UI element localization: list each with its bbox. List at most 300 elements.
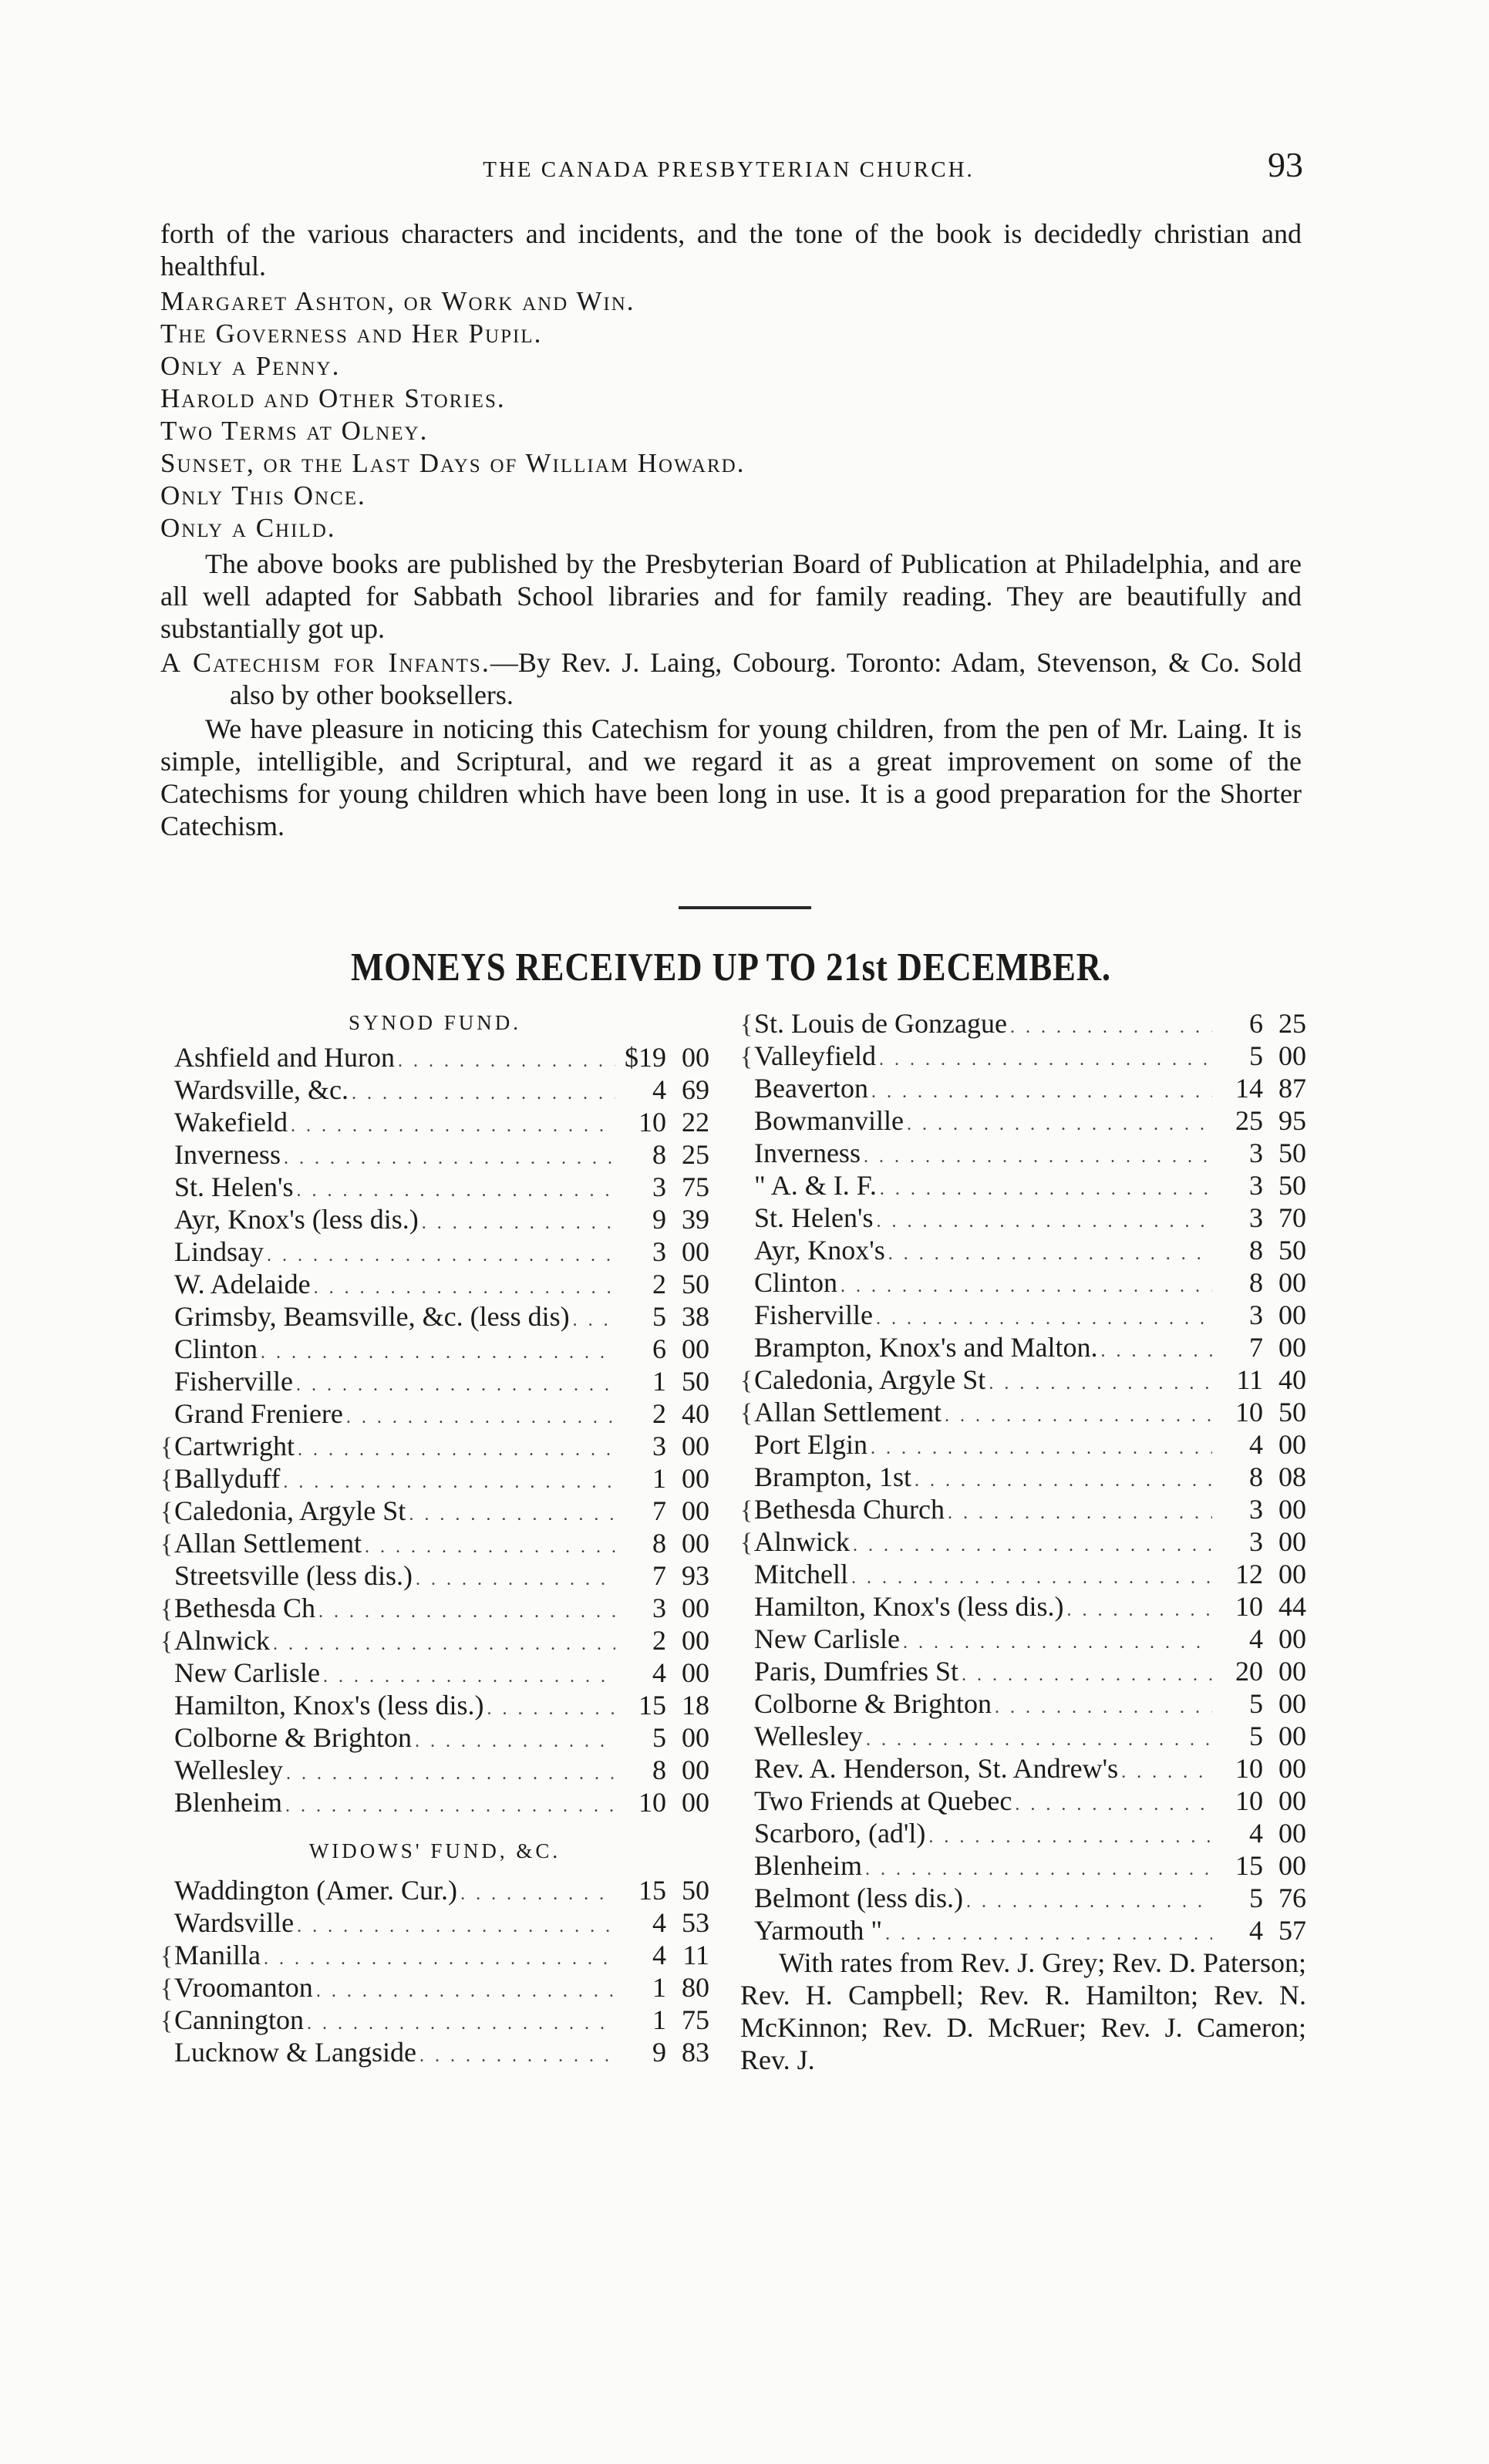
synod-fund-heading: SYNOD FUND.: [348, 1011, 522, 1034]
ledger-row: [740, 1752, 1306, 1785]
catechism-title: A Catechism for Infants.: [160, 647, 490, 678]
leader-dots: [460, 1878, 615, 1910]
entry-name: Yarmouth ": [754, 1915, 883, 1946]
book-title: Sunset, or the Last Days of William Howard.: [160, 448, 746, 478]
entry-name: Alnwick: [174, 1625, 270, 1656]
ledger-row: [160, 1106, 709, 1138]
right-fund-list: [740, 1007, 1306, 1947]
leader-dots: [871, 1432, 1212, 1465]
amount-dollars: 3: [652, 1593, 666, 1623]
ledger-row: [740, 1720, 1306, 1752]
leader-dots: [880, 1173, 1212, 1205]
amount-cents: 87: [1278, 1073, 1306, 1104]
leader-dots: [865, 1853, 1212, 1886]
entry-name: Vroomanton: [174, 1972, 313, 2003]
leader-dots: [907, 1108, 1212, 1141]
amount-dollars: 3: [652, 1431, 666, 1461]
amount-dollars: 4: [652, 1074, 666, 1105]
amount-dollars: 4: [1249, 1915, 1263, 1946]
amount-dollars: 12: [1235, 1559, 1263, 1589]
leader-dots: [291, 1110, 615, 1142]
amount-cents: 00: [1278, 1526, 1306, 1557]
amount-cents: 00: [682, 1333, 709, 1364]
entry-name: Mitchell: [754, 1559, 848, 1589]
amount-dollars: 4: [652, 1940, 666, 1970]
leader-dots: [307, 2007, 615, 2040]
ledger-row: [160, 1041, 709, 1074]
ledger-row: [740, 1234, 1306, 1266]
leader-dots: [296, 1369, 615, 1401]
leader-dots: [903, 1626, 1212, 1659]
brace-mark: {: [740, 1367, 753, 1395]
entry-name: Bowmanville: [754, 1105, 904, 1136]
leader-dots: [419, 2040, 615, 2072]
ledger-row: [740, 1493, 1306, 1525]
amount-dollars: 5: [652, 1722, 666, 1753]
amount-dollars: 2: [652, 1269, 666, 1299]
ledger-row: [740, 1104, 1306, 1137]
amount-dollars: 9: [652, 1204, 666, 1235]
amount-cents: 08: [1278, 1461, 1306, 1492]
leader-dots: [297, 1910, 615, 1943]
catechism-notice: [160, 646, 1302, 711]
amount-dollars: 8: [652, 1528, 666, 1559]
ledger-row: [740, 1849, 1306, 1882]
leader-dots: [323, 1660, 615, 1693]
entry-name: Caledonia, Argyle St: [754, 1364, 986, 1395]
amount-dollars: 10: [638, 1107, 666, 1138]
leader-dots: [409, 1498, 615, 1531]
entry-name: Brampton, Knox's and Malton.: [754, 1332, 1098, 1363]
ledger-row: [160, 1300, 709, 1333]
rates-note-text: With rates from Rev. J. Grey; Rev. D. Paterson; Rev. H. Campbell; Rev. R. Hamilton; Rev. N. McKinnon; Rev. D. McRuer; Rev. J. Cameron; Rev. J.: [740, 1947, 1306, 2075]
amount-dollars: 8: [1249, 1461, 1263, 1492]
ledger-row: [160, 1624, 709, 1657]
amount-dollars: 5: [652, 1301, 666, 1332]
ledger-row: [160, 1874, 709, 1906]
book-title-list: [160, 285, 1302, 544]
ledger-row: [160, 1171, 709, 1203]
amount-dollars: 4: [652, 1907, 666, 1938]
entry-name: Hamilton, Knox's (less dis.): [174, 1690, 484, 1721]
amount-dollars: 7: [652, 1495, 666, 1526]
amount-cents: 93: [682, 1560, 709, 1591]
amount-cents: 50: [682, 1269, 709, 1299]
amount-dollars: 5: [1249, 1721, 1263, 1751]
amount-dollars: 1: [652, 1463, 666, 1494]
entry-name: St. Helen's: [174, 1171, 294, 1202]
book-title: The Governess and Her Pupil.: [160, 319, 543, 349]
amount-cents: 39: [682, 1204, 709, 1235]
amount-dollars: 10: [1235, 1785, 1263, 1816]
amount-dollars: 3: [1249, 1138, 1263, 1168]
amount-dollars: 5: [1249, 1688, 1263, 1719]
amount-cents: 00: [682, 1495, 709, 1526]
entry-name: Lucknow & Langside: [174, 2037, 416, 2068]
amount-dollars: 7: [1249, 1332, 1263, 1363]
brace-mark: {: [160, 1498, 173, 1526]
entry-name: Blenheim: [174, 1787, 282, 1818]
entry-name: Waddington (Amer. Cur.): [174, 1875, 458, 1906]
synod-fund-list: [160, 1041, 709, 1819]
amount-dollars: 10: [1235, 1753, 1263, 1784]
ledger-row: [740, 1558, 1306, 1590]
amount-dollars: 8: [1249, 1267, 1263, 1298]
entry-name: Fisherville: [754, 1299, 873, 1330]
amount-cents: 00: [1278, 1267, 1306, 1298]
amount-cents: 00: [682, 1528, 709, 1559]
brace-mark: {: [160, 1595, 173, 1623]
entry-name: Belmont (less dis.): [754, 1883, 963, 1913]
entry-name: Lindsay: [174, 1236, 264, 1267]
ledger-row: [160, 1559, 709, 1592]
brace-mark: {: [740, 1010, 753, 1039]
ledger-row: [740, 1882, 1306, 1914]
amount-dollars: 15: [638, 1875, 666, 1906]
ledger-row: [160, 2036, 709, 2068]
running-title: THE CANADA PRESBYTERIAN CHURCH.: [483, 157, 975, 182]
amount-dollars: 8: [652, 1754, 666, 1785]
amount-dollars: 1: [652, 1366, 666, 1397]
entry-name: Cannington: [174, 2004, 304, 2035]
widows-fund-heading: WIDOWS' FUND, &C.: [308, 1839, 561, 1862]
ledger-row: [740, 1331, 1306, 1363]
entry-name: Blenheim: [754, 1850, 862, 1881]
amount-cents: 00: [1278, 1850, 1306, 1881]
amount-cents: 25: [682, 1139, 709, 1170]
amount-dollars: 2: [652, 1625, 666, 1656]
ledger-row: [160, 1430, 709, 1462]
leader-dots: [352, 1077, 615, 1110]
ledger-row: [740, 1590, 1306, 1623]
leader-dots: [283, 1466, 615, 1498]
amount-cents: 00: [1278, 1040, 1306, 1071]
ledger-row: [160, 1971, 709, 2004]
amount-cents: 44: [1278, 1591, 1306, 1622]
amount-cents: 70: [1278, 1202, 1306, 1233]
amount-cents: 00: [682, 1236, 709, 1267]
ledger-row: [160, 1268, 709, 1300]
amount-dollars: 2: [652, 1398, 666, 1429]
ledger-row: [740, 1137, 1306, 1169]
running-head: [154, 147, 1303, 193]
leader-dots: [841, 1270, 1212, 1303]
ledger-row: [740, 1428, 1306, 1461]
amount-cents: 50: [682, 1366, 709, 1397]
leader-dots: [866, 1724, 1212, 1756]
ledger-row: [740, 1687, 1306, 1720]
ledger-row: [160, 1397, 709, 1430]
section-divider: [679, 906, 811, 909]
entry-name: Port Elgin: [754, 1429, 868, 1460]
amount-cents: 38: [682, 1301, 709, 1332]
entry-name: Inverness: [174, 1139, 281, 1170]
amount-dollars: 6: [652, 1333, 666, 1364]
book-title: Only This Once.: [160, 480, 366, 511]
amount-dollars: 1: [652, 2004, 666, 2035]
leader-dots: [1066, 1594, 1212, 1626]
leader-dots: [346, 1401, 615, 1434]
entry-name: Allan Settlement: [754, 1397, 942, 1428]
ledger-row: [160, 1939, 709, 1971]
amount-dollars: 3: [652, 1236, 666, 1267]
leader-dots: [298, 1434, 615, 1466]
amount-cents: 00: [1278, 1785, 1306, 1816]
leader-dots: [853, 1529, 1212, 1562]
leader-dots: [995, 1691, 1212, 1724]
leader-dots: [928, 1821, 1212, 1853]
entry-name: Wakefield: [174, 1107, 288, 1138]
leader-dots: [876, 1303, 1212, 1335]
amount-cents: 40: [682, 1398, 709, 1429]
entry-name: Cartwright: [174, 1431, 295, 1461]
amount-cents: 83: [682, 2037, 709, 2068]
brace-mark: {: [160, 1530, 173, 1559]
leader-dots: [948, 1497, 1212, 1529]
amount-cents: 00: [682, 1431, 709, 1461]
leader-dots: [284, 1142, 615, 1175]
amount-cents: 69: [682, 1074, 709, 1105]
amount-cents: 50: [1278, 1138, 1306, 1168]
amount-dollars: 11: [1236, 1364, 1263, 1395]
amount-dollars: 25: [1235, 1105, 1263, 1136]
entry-name: Scarboro, (ad'l): [754, 1818, 926, 1849]
amount-dollars: 20: [1235, 1656, 1263, 1687]
ledger-row: [740, 1655, 1306, 1687]
entry-name: Wardsville, &c.: [174, 1074, 349, 1105]
amount-dollars: 10: [1235, 1591, 1263, 1622]
ledger-row: [160, 1235, 709, 1268]
ledger-row: [740, 1623, 1306, 1655]
amount-cents: 53: [682, 1907, 709, 1938]
amount-dollars: 15: [1235, 1850, 1263, 1881]
amount-cents: 00: [1278, 1656, 1306, 1687]
right-column: [740, 1007, 1306, 2076]
brace-mark: {: [740, 1496, 753, 1525]
entry-name: Beaverton: [754, 1073, 868, 1104]
leader-dots: [851, 1562, 1212, 1594]
brace-mark: {: [740, 1529, 753, 1557]
amount-dollars: 10: [1235, 1397, 1263, 1428]
leader-dots: [318, 1596, 615, 1628]
ledger-row: [160, 1203, 709, 1235]
amount-dollars: 3: [1249, 1202, 1263, 1233]
entry-name: Brampton, 1st: [754, 1461, 911, 1492]
amount-dollars: 3: [1249, 1494, 1263, 1525]
ledger-row: [160, 1462, 709, 1495]
book-title: Harold and Other Stories.: [160, 383, 506, 413]
amount-dollars: 1: [652, 1972, 666, 2003]
entry-name: Clinton: [174, 1333, 258, 1364]
amount-cents: 25: [1278, 1008, 1306, 1039]
book-title: Two Terms at Olney.: [160, 416, 429, 446]
leader-dots: [316, 1975, 615, 2007]
left-column: [160, 1007, 709, 2068]
ledger-row: [740, 1785, 1306, 1817]
entry-name: Paris, Dumfries St: [754, 1656, 958, 1687]
ledger-row: [160, 1786, 709, 1819]
ledger-row: [740, 1266, 1306, 1299]
amount-dollars: 8: [652, 1139, 666, 1170]
entry-name: Caledonia, Argyle St: [174, 1495, 406, 1526]
entry-name: Allan Settlement: [174, 1528, 362, 1559]
amount-cents: 75: [682, 1171, 709, 1202]
intro-section: [160, 217, 1302, 842]
rates-note: [740, 1947, 1306, 2076]
ledger-row: [740, 1299, 1306, 1331]
entry-name: Colborne & Brighton: [174, 1722, 412, 1753]
moneys-heading: MONEYS RECEIVED UP TO 21st DECEMBER.: [351, 945, 1111, 989]
ledger-row: [740, 1007, 1306, 1040]
brace-mark: {: [160, 1433, 173, 1461]
entry-name: " A. & I. F.: [754, 1170, 877, 1201]
amount-cents: 00: [682, 1722, 709, 1753]
continuation-paragraph: forth of the various characters and incidents, and the tone of the book is decidedly christian and healthful.: [160, 218, 1302, 281]
amount-cents: 00: [1278, 1299, 1306, 1330]
ledger-row: [160, 1365, 709, 1397]
entry-name: New Carlisle: [174, 1657, 320, 1688]
brace-mark: {: [160, 1942, 173, 1970]
ledger-row: [160, 1074, 709, 1106]
publisher-paragraph: The above books are published by the Presbyterian Board of Publication at Philadelphia, and are all well adapted for Sabbath School libraries and for family reading. They are beautifully and substantially got up.: [160, 548, 1302, 644]
entry-name: Ashfield and Huron: [174, 1042, 395, 1073]
ledger-row: [160, 1689, 709, 1721]
brace-mark: {: [160, 2007, 173, 2035]
leader-dots: [879, 1043, 1212, 1076]
ledger-row: [160, 1592, 709, 1624]
amount-dollars: 3: [1249, 1299, 1263, 1330]
entry-name: St. Louis de Gonzague: [754, 1008, 1007, 1039]
amount-dollars: $19: [625, 1042, 666, 1073]
ledger-row: [740, 1072, 1306, 1104]
leader-dots: [422, 1207, 615, 1239]
leader-dots: [989, 1367, 1212, 1400]
entry-name: Ayr, Knox's: [754, 1235, 885, 1266]
ledger-row: [740, 1817, 1306, 1849]
amount-cents: 00: [682, 1625, 709, 1656]
leader-dots: [945, 1400, 1212, 1432]
amount-dollars: 10: [638, 1787, 666, 1818]
amount-cents: 50: [1278, 1397, 1306, 1428]
widows-fund-list: [160, 1874, 709, 2068]
leader-dots: [962, 1659, 1212, 1691]
entry-name: Manilla: [174, 1940, 261, 1970]
entry-name: St. Helen's: [754, 1202, 874, 1233]
amount-dollars: 8: [1249, 1235, 1263, 1266]
brace-mark: {: [740, 1043, 753, 1071]
review-paragraph: We have pleasure in noticing this Catechism for young children, from the pen of Mr. Laing. It is simple, intelligible, and Scriptural, and we regard it as a great improvement on some of the Catechisms for young children which have been long in use. It is a good preparation for the Shorter Catechism.: [160, 713, 1302, 841]
amount-cents: 18: [682, 1690, 709, 1721]
leader-dots: [876, 1205, 1212, 1238]
amount-cents: 00: [682, 1463, 709, 1494]
brace-mark: {: [740, 1399, 753, 1428]
entry-name: New Carlisle: [754, 1623, 900, 1654]
ledger-row: [740, 1396, 1306, 1428]
entry-name: Ballyduff: [174, 1463, 281, 1494]
book-title: Margaret Ashton, or Work and Win.: [160, 286, 635, 316]
brace-mark: {: [160, 1465, 173, 1494]
amount-dollars: 15: [638, 1690, 666, 1721]
book-title: Only a Child.: [160, 513, 336, 543]
amount-cents: 00: [682, 1657, 709, 1688]
entry-name: Ayr, Knox's (less dis.): [174, 1204, 419, 1235]
leader-dots: [398, 1045, 615, 1077]
amount-cents: 76: [1278, 1883, 1306, 1913]
ledger-row: [160, 1138, 709, 1171]
catechism-details: —By Rev. J. Laing, Cobourg. Toronto: Adam, Stevenson, & Co. Sold also by other booksellers.: [230, 647, 1302, 710]
leader-dots: [1100, 1335, 1212, 1367]
entry-name: Clinton: [754, 1267, 838, 1298]
brace-mark: {: [160, 1627, 173, 1656]
entry-name: W. Adelaide: [174, 1269, 311, 1299]
amount-cents: 22: [682, 1107, 709, 1138]
amount-dollars: 3: [1249, 1170, 1263, 1201]
entry-name: Streetsville (less dis.): [174, 1560, 413, 1591]
leader-dots: [261, 1336, 615, 1369]
ledger-row: [740, 1169, 1306, 1202]
entry-name: Valleyfield: [754, 1040, 876, 1071]
leader-dots: [415, 1725, 615, 1758]
entry-name: Hamilton, Knox's (less dis.): [754, 1591, 1064, 1622]
leader-dots: [416, 1563, 615, 1596]
ledger-row: [160, 1754, 709, 1786]
amount-cents: 00: [1278, 1559, 1306, 1589]
amount-cents: 50: [1278, 1170, 1306, 1201]
leader-dots: [573, 1304, 615, 1336]
leader-dots: [267, 1239, 615, 1272]
amount-cents: 57: [1278, 1915, 1306, 1946]
amount-cents: 40: [1278, 1364, 1306, 1395]
entry-name: Fisherville: [174, 1366, 293, 1397]
amount-cents: 00: [1278, 1429, 1306, 1460]
ledger-row: [740, 1202, 1306, 1234]
ledger-row: [160, 2004, 709, 2036]
entry-name: Rev. A. Henderson, St. Andrew's: [754, 1753, 1119, 1784]
leader-dots: [264, 1943, 615, 1975]
amount-cents: 00: [1278, 1623, 1306, 1654]
ledger-row: [160, 1495, 709, 1527]
amount-dollars: 4: [1249, 1623, 1263, 1654]
amount-cents: 50: [682, 1875, 709, 1906]
amount-dollars: 4: [1249, 1429, 1263, 1460]
amount-dollars: 7: [652, 1560, 666, 1591]
amount-dollars: 5: [1249, 1040, 1263, 1071]
ledger-row: [160, 1721, 709, 1754]
leader-dots: [273, 1628, 615, 1660]
amount-cents: 00: [1278, 1332, 1306, 1363]
ledger-row: [160, 1906, 709, 1939]
amount-cents: 00: [682, 1593, 709, 1623]
ledger-row: [160, 1527, 709, 1559]
amount-cents: 00: [1278, 1818, 1306, 1849]
amount-dollars: 3: [652, 1171, 666, 1202]
entry-name: Bethesda Ch: [174, 1593, 315, 1623]
entry-name: Grand Freniere: [174, 1398, 343, 1429]
leader-dots: [871, 1076, 1212, 1108]
entry-name: Wardsville: [174, 1907, 295, 1938]
amount-cents: 95: [1278, 1105, 1306, 1136]
ledger-row: [740, 1040, 1306, 1072]
leader-dots: [285, 1790, 615, 1822]
amount-cents: 00: [1278, 1688, 1306, 1719]
amount-cents: 00: [1278, 1753, 1306, 1784]
amount-cents: 00: [1278, 1494, 1306, 1525]
leader-dots: [888, 1238, 1212, 1270]
amount-cents: 50: [1278, 1235, 1306, 1266]
leader-dots: [885, 1918, 1212, 1950]
entry-name: Colborne & Brighton: [754, 1688, 992, 1719]
entry-name: Inverness: [754, 1138, 861, 1168]
